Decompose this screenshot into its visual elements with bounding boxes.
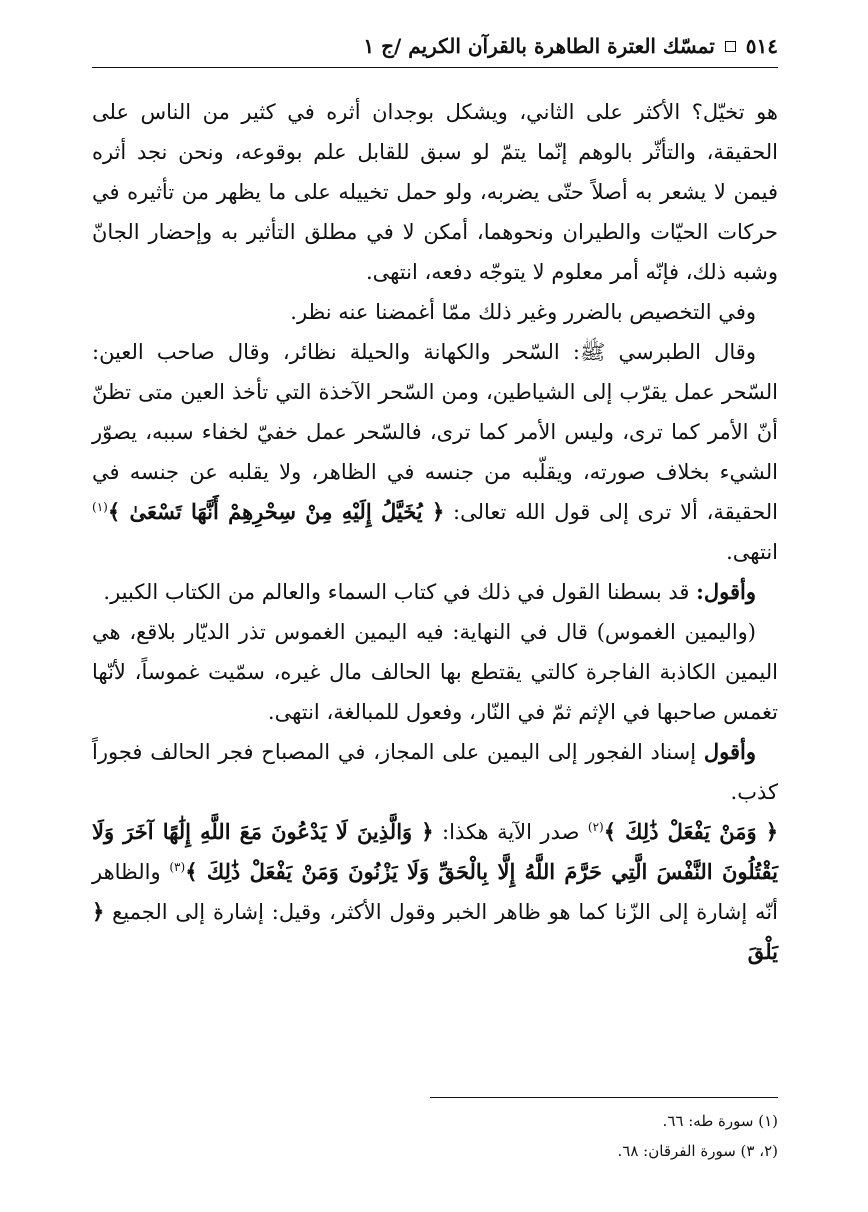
book-title: تمسّك العترة الطاهرة بالقرآن الكريم /ج ١	[363, 34, 715, 58]
paragraph-text: قد بسطنا القول في ذلك في كتاب السماء والعالم من الكتاب الكبير.	[103, 580, 697, 604]
paragraph-text: (واليمين الغموس) قال في النهاية: فيه اليمين الغموس تذر الديّار بلاقع، هي اليمين الكاذبة الفاجرة كالتي يقتطع بها الحالف مال غيره، سمّيت غموساً، لأنّها تغمس صاحبها في الإثم ثمّ في النّار، وفعول للمبالغة، انتهى.	[92, 620, 778, 724]
footnotes	[92, 1106, 778, 1166]
quran-verse: ﴿ يُخَيَّلُ إِلَيْهِ مِنْ سِحْرِهِمْ أَنَّهَا تَسْعَىٰ ﴾	[107, 499, 445, 524]
paragraph-lead: وأقول	[703, 739, 756, 764]
quran-verse: ﴿ وَمَنْ يَفْعَلْ ذَٰلِكَ ﴾	[603, 819, 778, 844]
header-square-ornament	[725, 41, 736, 52]
quran-verse: ﴿ يَلْقَ	[92, 899, 778, 964]
paragraph-text: هو تخيّل؟ الأكثر على الثاني، ويشكل بوجدان أثره في كثير من الناس على الحقيقة، والتأثّر بالوهم إنّما يتمّ لو سبق للقابل علم بوقوعه، ونحن نجد أثره فيمن لا يشعر به أصلاً حتّى يضربه، ولو حمل تخييله على ما يظهر من تأثيره في حركات الحيّات والطيران ونحوهما، أمكن لا في مطلق التأثير به وإحضار الجانّ وشبه ذلك، فإنّه أمر معلوم لا يتوجّه دفعه، انتهى.	[92, 100, 778, 284]
paragraph-text: إسناد الفجور إلى اليمين على المجاز، في المصباح فجر الحالف فجوراً كذب.	[92, 740, 778, 804]
footnote: (٢، ٣) سورة الفرقان: ٦٨.	[617, 1142, 778, 1160]
paragraph-text: وفي التخصيص بالضرر وغير ذلك ممّا أغمضنا عنه نظر.	[290, 300, 756, 324]
running-header	[92, 30, 778, 62]
paragraph-text: صدر الآية هكذا:	[433, 820, 588, 844]
footnote-ref: (٢)	[587, 820, 604, 834]
paragraph	[92, 732, 778, 812]
paragraph-tail: والظاهر أنّه إشارة إلى الزّنا كما هو ظاهر الخبر وقول الأكثر، وقيل: إشارة إلى الجميع	[92, 860, 778, 924]
paragraph	[92, 612, 778, 732]
paragraph	[92, 292, 778, 332]
header-divider	[92, 67, 778, 68]
footnote-divider	[430, 1097, 778, 1098]
main-text	[92, 92, 778, 972]
footnote: (١) سورة طه: ٦٦.	[662, 1112, 778, 1130]
paragraph-text: وقال الطبرسي ﷺ: السّحر والكهانة والحيلة نظائر، وقال صاحب العين: السّحر عمل يقرّب إلى الشياطين، ومن السّحر الآخذة التي تأخذ العين متى تظنّ أنّ الأمر كما ترى، وليس الأمر كما ترى، فالسّحر عمل خفيّ لخفاء سببه، يصوّر الشيء بخلاف صورته، ويقلّبه من جنسه في الظاهر، ولا يقلبه عن جنسه في الحقيقة، ألا ترى إلى قول الله تعالى:	[92, 340, 778, 524]
quran-verse: ﴿ وَالَّذِينَ لَا يَدْعُونَ مَعَ اللَّهِ إِلَٰهًا آخَرَ وَلَا يَقْتُلُونَ النَّفْسَ الَّتِي حَرَّمَ اللَّهُ إِلَّا بِالْحَقِّ وَلَا يَزْنُونَ وَمَنْ يَفْعَلْ ذَٰلِكَ ﴾	[92, 819, 778, 884]
page-number: ٥١٤	[745, 34, 778, 58]
paragraph-tail: انتهى.	[726, 540, 778, 564]
footnote-ref: (٣)	[169, 860, 186, 874]
paragraph	[92, 332, 778, 572]
paragraph	[92, 812, 778, 972]
paragraph-lead: وأقول:	[696, 579, 756, 604]
footnote-ref: (١)	[92, 500, 108, 514]
paragraph	[92, 92, 778, 292]
paragraph	[92, 572, 778, 612]
